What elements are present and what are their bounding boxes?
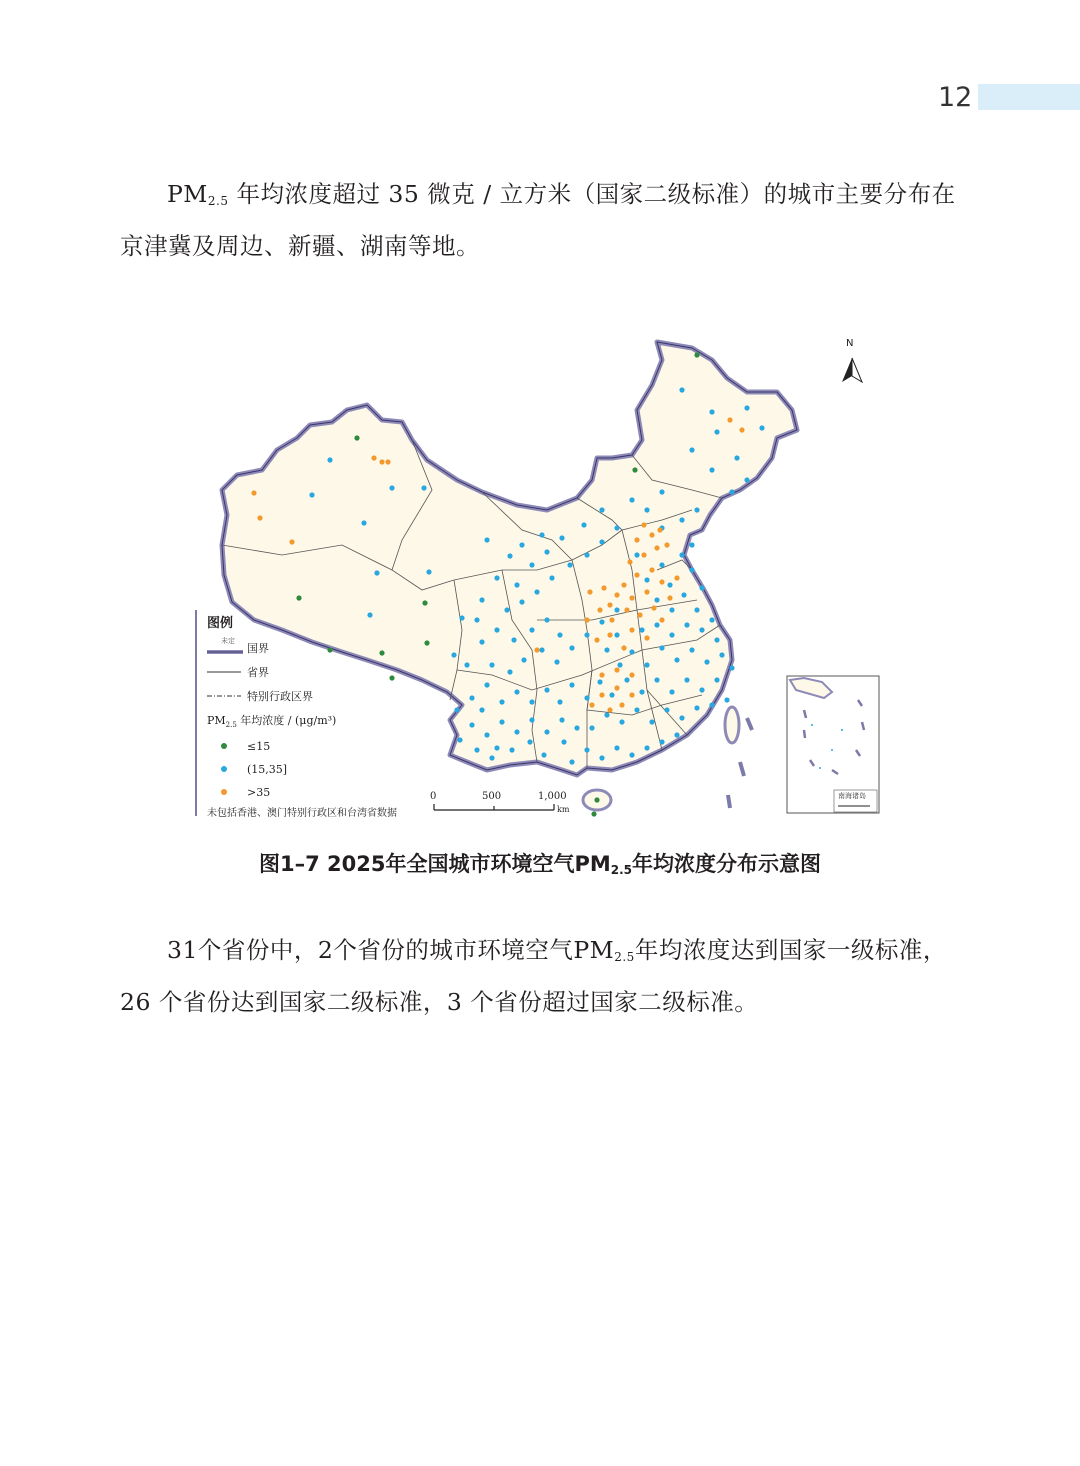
- inset-label: 南海诸岛: [838, 792, 866, 800]
- national-border-symbol: [207, 644, 243, 656]
- page-tab-decoration: [978, 84, 1080, 110]
- scale-unit: km: [557, 805, 570, 814]
- pm-label: PM: [167, 180, 208, 208]
- legend-class-mid: (15,35]: [207, 761, 287, 777]
- legend-provincial-border: 省界: [207, 664, 269, 680]
- legend-title: 图例: [207, 616, 234, 631]
- scale-tick-0: 0: [430, 791, 437, 802]
- high-dot-icon: [221, 789, 227, 795]
- undetermined-label: 未定: [221, 637, 235, 645]
- scale-bar: [434, 804, 554, 810]
- sar-border-symbol: [207, 690, 243, 702]
- page-number: 12: [938, 82, 973, 113]
- provincial-border-symbol: [207, 666, 243, 678]
- paragraph-1-text: 年均浓度超过 35 微克 / 立方米（国家二级标准）的城市主要分布在京津冀及周边、新疆、湖南等地。: [120, 180, 956, 260]
- legend-national-border: 未定 国界: [207, 640, 269, 656]
- figure-caption: 图1–7 2025年全国城市环境空气$PM_{2.5}$年均浓度分布示意图: [258, 852, 822, 877]
- north-label: N: [846, 338, 854, 349]
- legend-unit: $PM_{2.5}$ 年均浓度 / (μg/m³): [207, 714, 337, 730]
- low-dot-icon: [221, 743, 227, 749]
- map-legend: [195, 610, 427, 819]
- legend-note: 未包括香港、澳门特别行政区和台湾省数据: [207, 808, 397, 819]
- scale-tick-1000: 1,000: [538, 791, 567, 802]
- legend-sar-border: 特别行政区界: [207, 688, 313, 704]
- scale-tick-500: 500: [482, 791, 502, 802]
- paragraph-1: [120, 172, 970, 269]
- legend-class-high: >35: [207, 784, 270, 800]
- taiwan-island: [725, 707, 739, 743]
- north-arrow: [842, 358, 862, 382]
- legend-class-low: ≤15: [207, 738, 270, 754]
- mid-dot-icon: [221, 766, 227, 772]
- pm-subscript: 2.5: [207, 194, 229, 208]
- paragraph-2: 31个省份中，2个省份的城市环境空气$PM_{2.5}$年均浓度达到国家一级标准，26 个省份达到国家二级标准，3 个省份超过国家二级标准。: [120, 936, 947, 1016]
